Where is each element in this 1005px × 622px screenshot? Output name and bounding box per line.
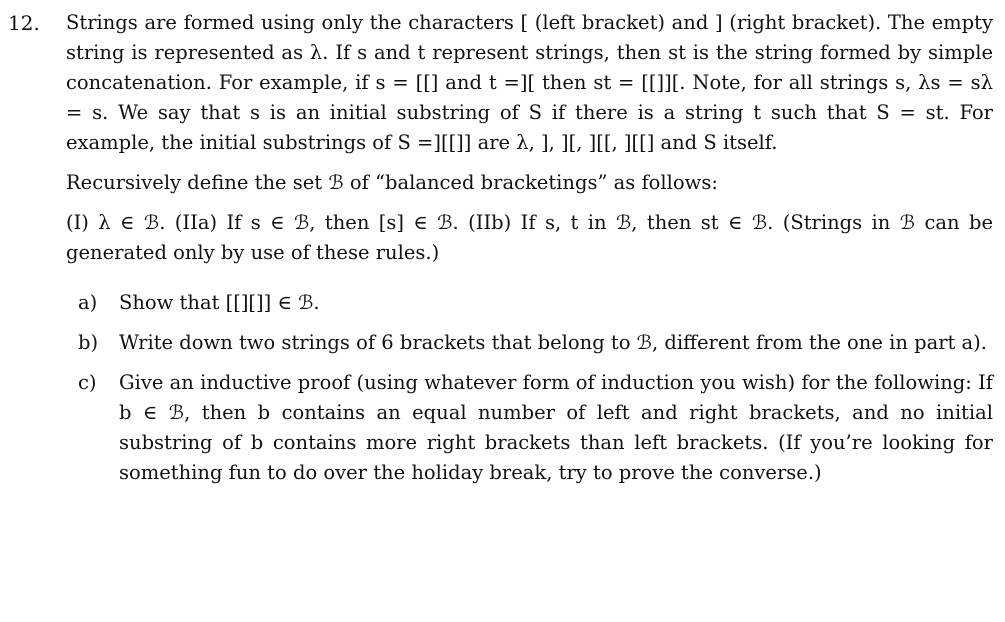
- definition-intro-paragraph: Recursively define the set ℬ of “balanced bracketings” as follows:: [66, 171, 718, 194]
- problem-parts-list: [66, 288, 993, 488]
- part-c-label: c): [78, 371, 97, 394]
- part-b-label: b): [78, 331, 99, 354]
- problem-intro-paragraph: Strings are formed using only the characters [ (left bracket) and ] (right bracket). The empty string is represented as λ. If s and t represent strings, then st is the string formed by simple concatenation. For example, if s = [[] and t =][ then st = [[]][. Note, for all strings s, λs = sλ = s. We say that s is an initial substring of S if there is a string t such that S = st. For example, the initial substrings of S =][[]] are λ, ], ][, ][[, ][[] and S itself.: [66, 11, 993, 154]
- part-a: [66, 288, 993, 318]
- part-b-text: Write down two strings of 6 brackets that belong to ℬ, different from the one in part a).: [119, 331, 987, 354]
- part-b: [66, 328, 993, 358]
- part-c: [66, 368, 993, 488]
- recursive-rules-paragraph: (I) λ ∈ ℬ. (IIa) If s ∈ ℬ, then [s] ∈ ℬ. (IIb) If s, t in ℬ, then st ∈ ℬ. (Strings in ℬ can be generated only by use of these rules.): [66, 211, 993, 264]
- part-a-label: a): [78, 291, 98, 314]
- part-c-text: Give an inductive proof (using whatever form of induction you wish) for the following: If b ∈ ℬ, then b contains an equal number of left and right brackets, and no initial substring of b contains more right brackets than left brackets. (If you’re looking for something fun to do over the holiday break, try to prove the converse.): [119, 371, 993, 484]
- problem-number: 12.: [8, 11, 40, 35]
- problem-12: [8, 8, 993, 488]
- part-a-text: Show that [[][]] ∈ ℬ.: [119, 291, 320, 314]
